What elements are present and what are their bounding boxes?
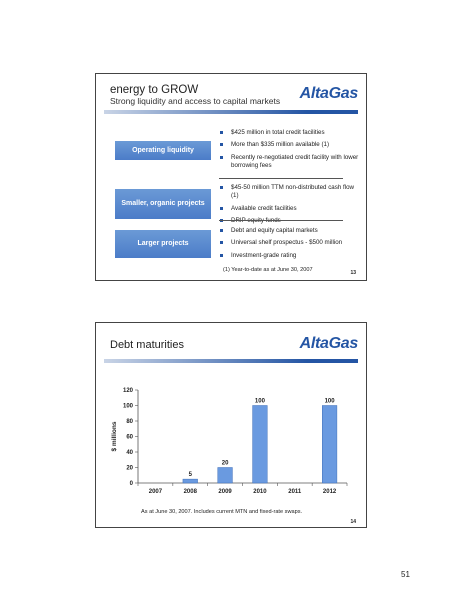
data-label: 100 (254, 398, 265, 405)
box-operating-liquidity: Operating liquidity (115, 141, 211, 160)
slide-debt-maturities (95, 322, 367, 528)
bullet: Universal shelf prospectus - $500 million (219, 239, 361, 247)
header-rule (104, 110, 358, 114)
slide-page-number: 14 (350, 519, 356, 525)
x-tick-label: 2007 (148, 489, 163, 495)
x-tick-label: 2009 (218, 489, 232, 495)
y-tick-label: 20 (126, 465, 133, 472)
x-tick-label: 2012 (322, 489, 337, 495)
footnote: (1) Year-to-date as at June 30, 2007 (223, 267, 313, 273)
slide-liquidity (95, 73, 367, 281)
y-tick-label: 100 (122, 403, 133, 410)
page-number: 51 (401, 570, 410, 579)
y-tick-label: 40 (126, 450, 133, 456)
y-tick-label: 0 (129, 481, 133, 487)
bar (218, 468, 233, 484)
bullet: Investment-grade rating (219, 252, 361, 260)
chart-note: As at June 30, 2007. Includes current MTN and fixed-rate swaps. (141, 509, 303, 515)
data-label: 5 (188, 472, 192, 479)
bullets-smaller-projects (219, 184, 361, 229)
bullet: Available credit facilities (219, 205, 361, 213)
bar (322, 406, 337, 484)
data-label: 20 (221, 460, 229, 467)
bullet: Recently re-negotiated credit facility with lower borrowing fees (219, 154, 361, 171)
altagas-logo: AltaGas (299, 85, 358, 102)
bullet: DRIP equity funds (219, 217, 361, 225)
bullet: Debt and equity capital markets (219, 227, 361, 235)
bar (253, 406, 268, 484)
box-smaller-projects: Smaller, organic projects (115, 189, 211, 219)
box-larger-projects: Larger projects (115, 230, 211, 258)
x-tick-label: 2008 (183, 489, 197, 495)
y-tick-label: 80 (126, 419, 133, 425)
slide-subtitle: Strong liquidity and access to capital markets (110, 96, 281, 106)
y-tick-label: 120 (122, 388, 133, 394)
debt-maturities-chart (96, 323, 366, 527)
slide-page-number: 13 (350, 270, 356, 276)
bullets-operating-liquidity (219, 129, 361, 174)
separator (219, 220, 343, 221)
x-tick-label: 2011 (288, 489, 302, 495)
bar (183, 479, 198, 483)
separator (219, 178, 343, 179)
y-tick-label: 60 (126, 434, 133, 441)
slide-title: energy to GROW (110, 84, 199, 96)
bullet: $45-50 million TTM non-distributed cash flow (1) (219, 184, 361, 201)
bullet: More than $335 million available (1) (219, 141, 361, 149)
slide-title: Debt maturities (110, 339, 184, 351)
bullet: $425 million in total credit facilities (219, 129, 361, 137)
x-tick-label: 2010 (253, 489, 267, 495)
altagas-logo: AltaGas (299, 335, 358, 352)
bullets-larger-projects (219, 227, 361, 264)
data-label: 100 (324, 398, 335, 405)
y-axis-label: $ millions (111, 421, 118, 452)
